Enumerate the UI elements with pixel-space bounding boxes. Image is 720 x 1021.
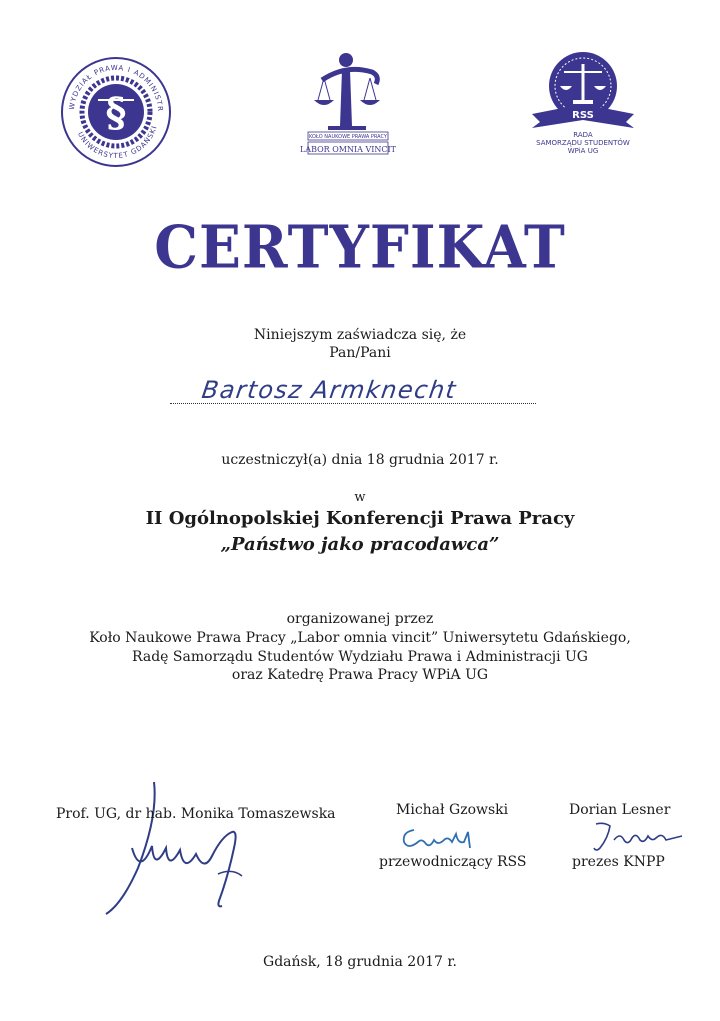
organizer-2: Radę Samorządu Studentów Wydziału Prawa i Administracji UG <box>132 649 588 665</box>
signatory-2-role: przewodniczący RSS <box>379 854 527 870</box>
svg-text:§: § <box>105 89 127 136</box>
certificate-title: CERTYFIKAT <box>154 211 566 282</box>
organized-by: organizowanej przez <box>286 611 434 627</box>
intro-line-1: Niniejszym zaświadcza się, że <box>253 327 467 343</box>
in-word: w <box>354 490 366 505</box>
recipient-name: Bartosz Armknecht <box>200 376 459 404</box>
name-dotted-line <box>170 403 536 404</box>
signature-2-image <box>398 822 478 856</box>
svg-text:SAMORZĄDU STUDENTÓW: SAMORZĄDU STUDENTÓW <box>536 139 630 147</box>
conference-subtitle: „Państwo jako pracodawca” <box>220 534 500 555</box>
place-and-date: Gdańsk, 18 grudnia 2017 r. <box>263 954 457 970</box>
signature-3-image <box>594 818 684 854</box>
organizer-3: oraz Katedrę Prawa Pracy WPiA UG <box>231 667 489 683</box>
intro-line-2: Pan/Pani <box>329 345 391 361</box>
svg-text:WPiA UG: WPiA UG <box>567 147 599 155</box>
organizer-1: Koło Naukowe Prawa Pracy „Labor omnia vincit” Uniwersytetu Gdańskiego, <box>89 630 631 646</box>
svg-text:WYDZIAŁ PRAWA I ADMINISTRACJI: WYDZIAŁ PRAWA I ADMINISTR <box>67 63 165 112</box>
svg-text:RADA: RADA <box>573 131 593 139</box>
conference-name: II Ogólnopolskiej Konferencji Prawa Pracy <box>145 508 575 529</box>
participation-line: uczestniczył(a) dnia 18 grudnia 2017 r. <box>221 452 499 468</box>
svg-text:KOŁO NAUKOWE PRAWA PRACY: KOŁO NAUKOWE PRAWA PRACY <box>309 134 387 140</box>
svg-text:RSS: RSS <box>572 110 594 121</box>
signatory-1-name: Prof. UG, dr hab. Monika Tomaszewska <box>56 806 336 822</box>
faculty-seal-logo <box>60 56 172 168</box>
signature-1-image <box>92 776 262 916</box>
rss-student-council-logo <box>528 48 638 158</box>
signatory-3-name: Dorian Lesner <box>569 802 671 818</box>
svg-text:LABOR OMNIA VINCIT: LABOR OMNIA VINCIT <box>299 145 397 154</box>
labor-omnia-vincit-logo <box>299 48 397 158</box>
signatory-3-role: prezes KNPP <box>572 854 665 870</box>
signatory-2-name: Michał Gzowski <box>396 802 509 818</box>
svg-text:UNIWERSYTET GDAŃSKI: UNIWERSYTET GDAŃSKI <box>75 124 159 161</box>
